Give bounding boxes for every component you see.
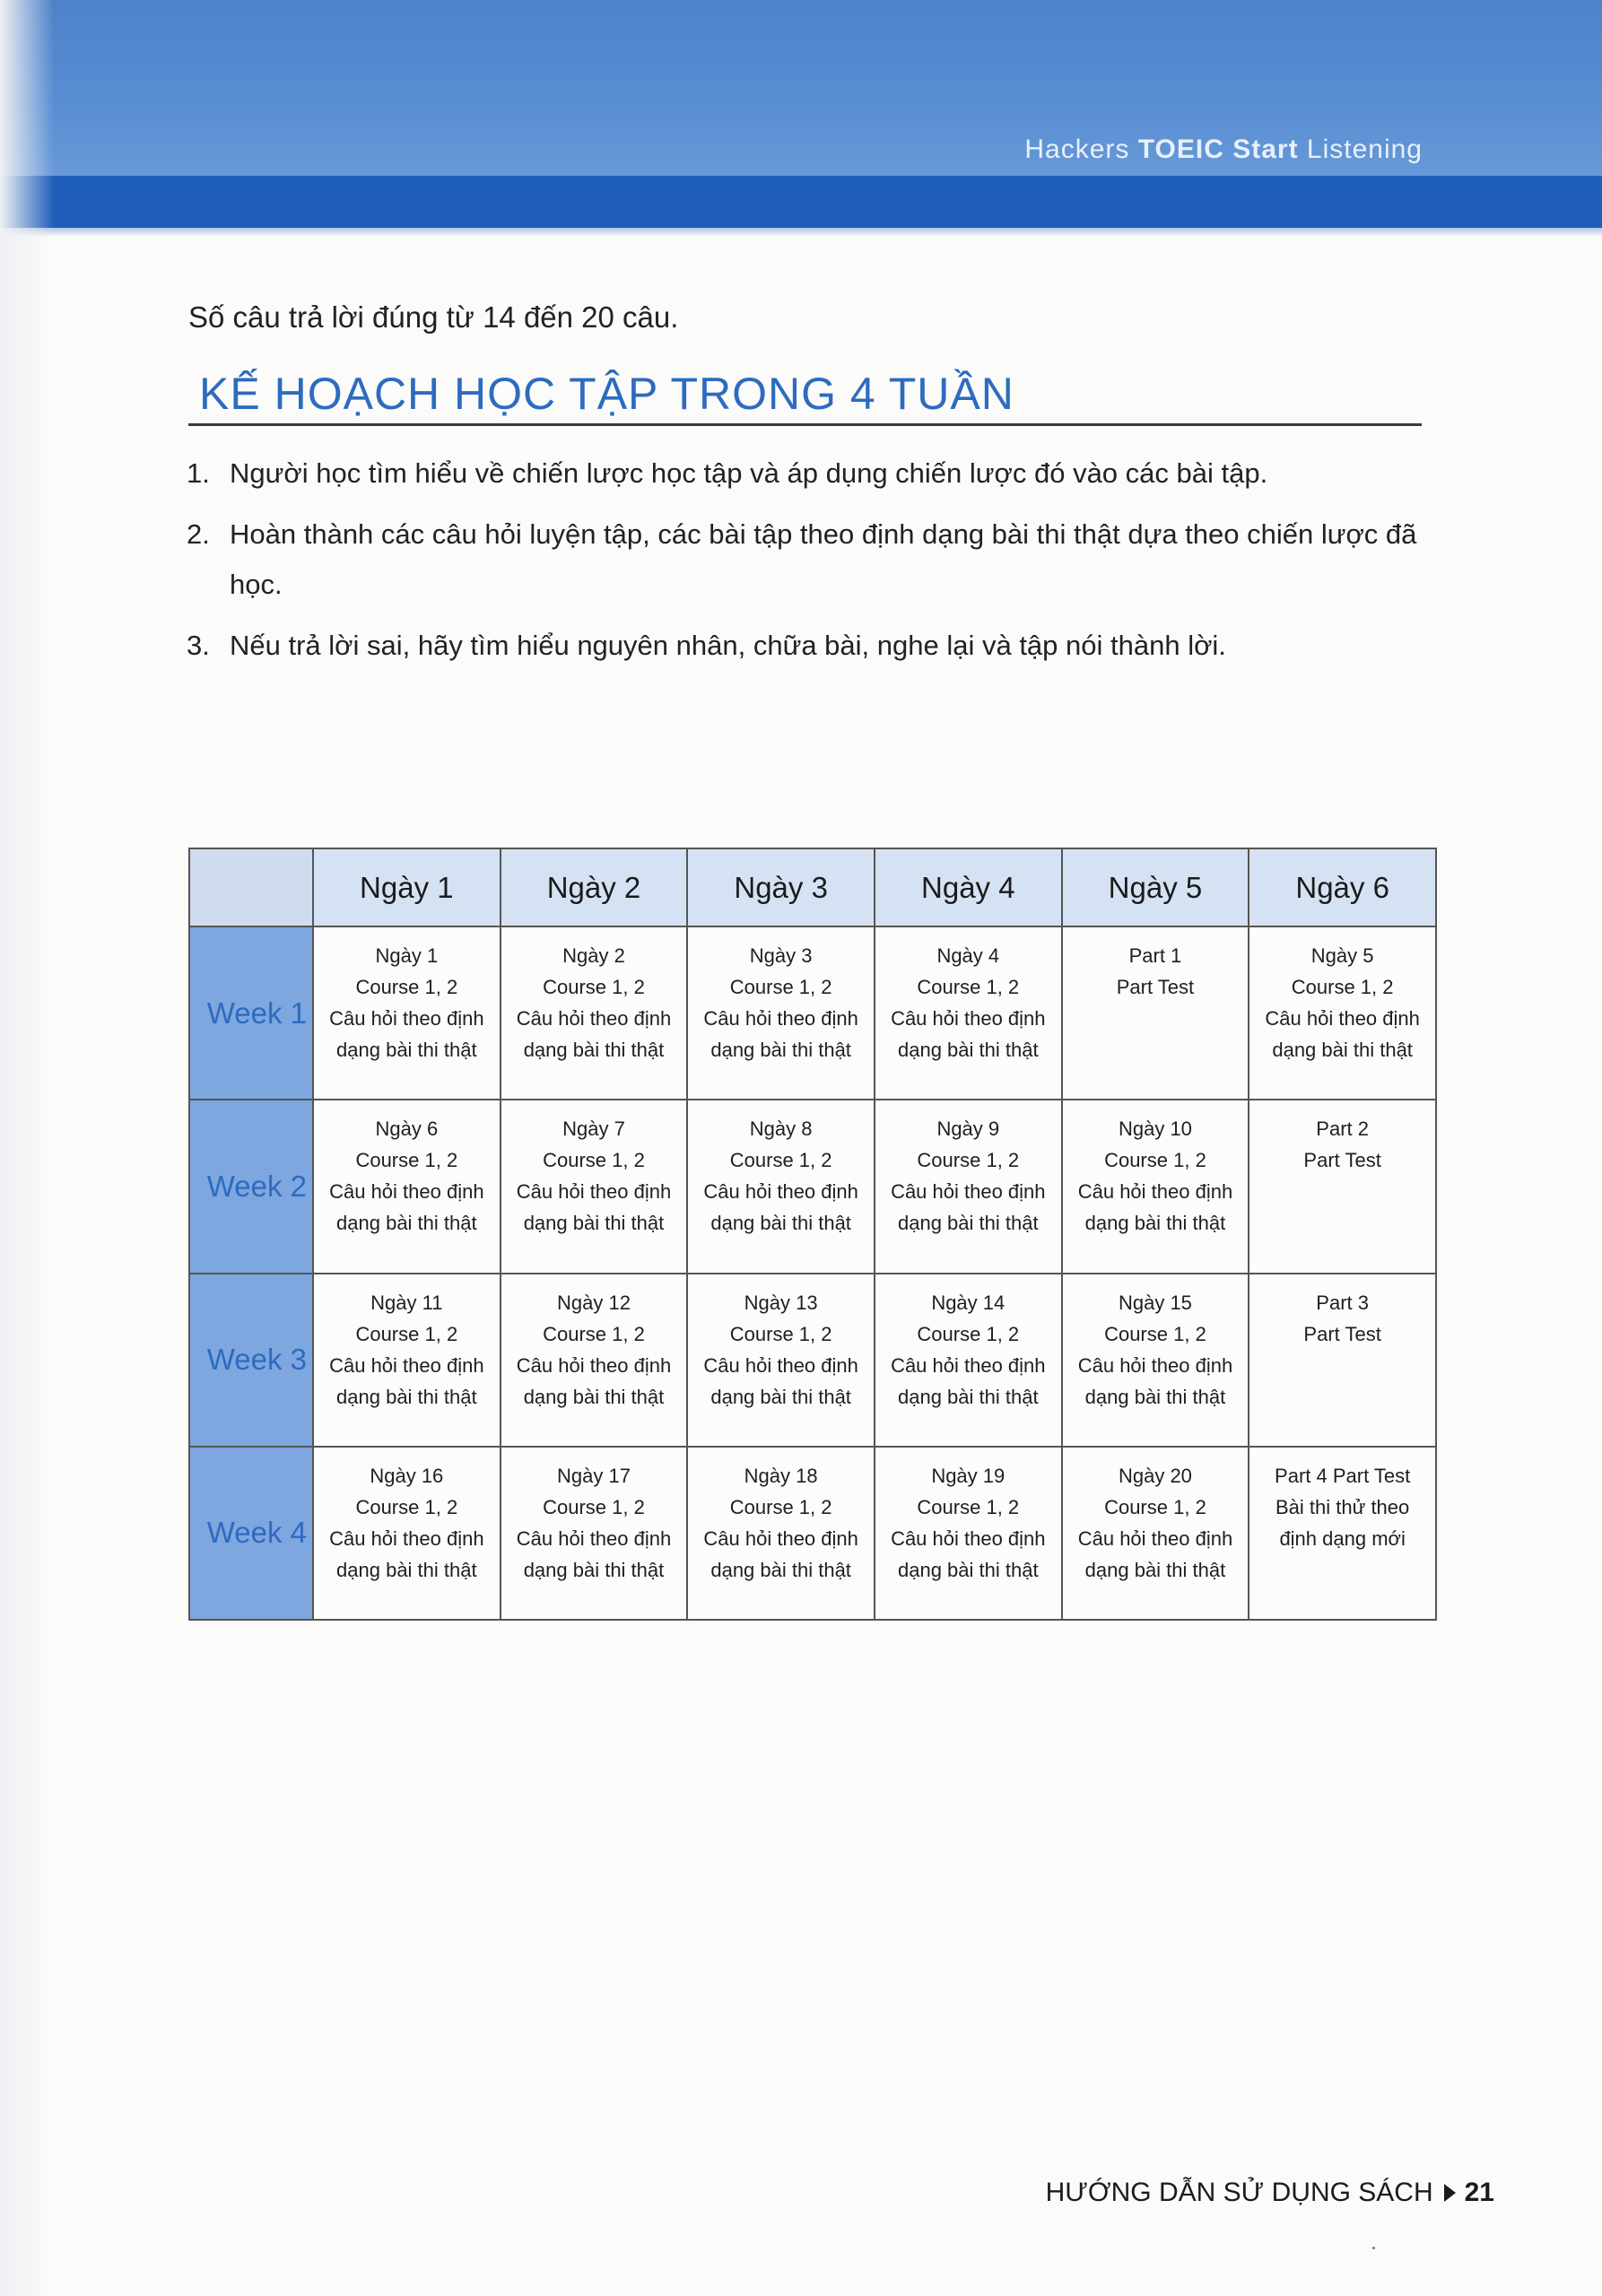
cell-text-line: Course 1, 2 bbox=[355, 1495, 458, 1518]
cell-text-line: Course 1, 2 bbox=[543, 976, 645, 998]
cell-text-line: Câu hỏi theo định bbox=[516, 1526, 672, 1550]
cell-text-line: Câu hỏi theo định bbox=[1077, 1180, 1233, 1204]
table-header-row bbox=[189, 848, 1436, 926]
table-cell bbox=[1062, 926, 1249, 1100]
cell-text-line: Câu hỏi theo định bbox=[703, 1353, 858, 1377]
header-shade bbox=[0, 228, 1602, 237]
cell-text-line: dạng bài thi thật bbox=[336, 1558, 477, 1581]
cell-text-line: Course 1, 2 bbox=[355, 976, 458, 998]
cell-text-line: Ngày 14 bbox=[931, 1291, 1006, 1314]
section-divider bbox=[188, 423, 1422, 426]
cell-text-line: dạng bài thi thật bbox=[1272, 1039, 1413, 1061]
intro-text: Số câu trả lời đúng từ 14 đến 20 câu. bbox=[188, 300, 679, 334]
cell-text-line: Part 1 bbox=[1128, 944, 1182, 967]
cell-text-line: Course 1, 2 bbox=[543, 1149, 645, 1172]
cell-text-line: Câu hỏi theo định bbox=[329, 1353, 484, 1377]
running-header-bold: TOEIC Start bbox=[1137, 135, 1299, 164]
cell-text-line: Ngày 13 bbox=[744, 1291, 818, 1314]
week-label: Week 3 bbox=[189, 1274, 313, 1447]
section-title: KẾ HOẠCH HỌC TẬP TRONG 4 TUẦN bbox=[199, 369, 1014, 419]
cell-text-line: Course 1, 2 bbox=[1291, 976, 1394, 998]
study-step bbox=[187, 509, 1442, 610]
cell-text-line: dạng bài thi thật bbox=[710, 1039, 851, 1061]
cell-text-line: dạng bài thi thật bbox=[710, 1212, 851, 1235]
column-header: Ngày 3 bbox=[687, 848, 875, 926]
cell-text-line: Course 1, 2 bbox=[543, 1495, 645, 1518]
table-cell bbox=[313, 1274, 501, 1447]
cell-text-line: Ngày 5 bbox=[1310, 944, 1374, 967]
cell-text-line: Câu hỏi theo định bbox=[703, 1526, 858, 1550]
running-header-suffix: Listening bbox=[1298, 135, 1423, 164]
cell-text-line: Course 1, 2 bbox=[917, 1149, 1020, 1172]
table-row bbox=[189, 1447, 1436, 1620]
table-cell bbox=[313, 1447, 501, 1620]
table-row bbox=[189, 926, 1436, 1100]
cell-text-line: Ngày 18 bbox=[744, 1464, 818, 1487]
cell-text-line: Ngày 3 bbox=[749, 944, 813, 967]
page-binding-edge bbox=[0, 0, 54, 2296]
cell-text-line: Câu hỏi theo định bbox=[891, 1353, 1046, 1377]
table-cell bbox=[1249, 1100, 1436, 1273]
cell-text-line: Câu hỏi theo định bbox=[329, 1180, 484, 1204]
table-cell bbox=[1249, 1447, 1436, 1620]
header-stripe bbox=[0, 176, 1602, 228]
table-cell bbox=[1062, 1100, 1249, 1273]
cell-text-line: Câu hỏi theo định bbox=[1077, 1526, 1233, 1550]
cell-text-line: Câu hỏi theo định bbox=[329, 1526, 484, 1550]
table-cell bbox=[875, 1447, 1062, 1620]
week-label: Week 4 bbox=[189, 1447, 313, 1620]
cell-text-line: Part Test bbox=[1303, 1322, 1381, 1345]
table-row bbox=[189, 1274, 1436, 1447]
running-header bbox=[1024, 135, 1423, 165]
cell-text-line: Course 1, 2 bbox=[729, 1495, 832, 1518]
table-cell bbox=[1249, 1274, 1436, 1447]
cell-text-line: dạng bài thi thật bbox=[898, 1212, 1039, 1235]
table-corner-cell bbox=[189, 848, 313, 926]
cell-text-line: Part 2 bbox=[1316, 1118, 1369, 1141]
cell-text-line: Course 1, 2 bbox=[917, 1322, 1020, 1345]
week-label: Week 1 bbox=[189, 926, 313, 1100]
cell-text-line: dạng bài thi thật bbox=[710, 1385, 851, 1408]
table-cell bbox=[875, 926, 1062, 1100]
step-text: Nếu trả lời sai, hãy tìm hiểu nguyên nhân, chữa bài, nghe lại và tập nói thành lời. bbox=[230, 630, 1226, 661]
cell-text-line: Course 1, 2 bbox=[729, 1322, 832, 1345]
study-step bbox=[187, 621, 1442, 671]
cell-text-line: Câu hỏi theo định bbox=[891, 1007, 1046, 1030]
column-header: Ngày 1 bbox=[313, 848, 501, 926]
step-text: Hoàn thành các câu hỏi luyện tập, các bài tập theo định dạng bài thi thật dựa theo chiến lược đã học. bbox=[230, 518, 1417, 600]
cell-text-line: Ngày 2 bbox=[562, 944, 625, 967]
cell-text-line: dạng bài thi thật bbox=[336, 1385, 477, 1408]
cell-text-line: Part 3 bbox=[1316, 1291, 1369, 1314]
cell-text-line: Course 1, 2 bbox=[1104, 1322, 1206, 1345]
cell-text-line: dạng bài thi thật bbox=[523, 1039, 665, 1061]
column-header: Ngày 6 bbox=[1249, 848, 1436, 926]
table-cell bbox=[313, 926, 501, 1100]
table-body bbox=[189, 926, 1436, 1620]
cell-text-line: Ngày 7 bbox=[562, 1118, 625, 1141]
cell-text-line: Course 1, 2 bbox=[917, 976, 1020, 998]
cell-text-line: dạng bài thi thật bbox=[1084, 1385, 1226, 1408]
cell-text-line: Ngày 9 bbox=[936, 1118, 1000, 1141]
table-cell bbox=[875, 1100, 1062, 1273]
cell-text-line: Ngày 11 bbox=[370, 1291, 443, 1314]
table-cell bbox=[687, 1274, 875, 1447]
cell-text-line: dạng bài thi thật bbox=[710, 1558, 851, 1581]
table-cell bbox=[501, 926, 688, 1100]
cell-text-line: Course 1, 2 bbox=[1104, 1149, 1206, 1172]
column-header: Ngày 4 bbox=[875, 848, 1062, 926]
cell-text-line: dạng bài thi thật bbox=[336, 1039, 477, 1061]
cell-text-line: Ngày 1 bbox=[375, 944, 439, 967]
cell-text-line: Course 1, 2 bbox=[729, 976, 832, 998]
table-cell bbox=[313, 1100, 501, 1273]
table-cell bbox=[875, 1274, 1062, 1447]
page-footer bbox=[1046, 2178, 1494, 2208]
table-cell bbox=[501, 1100, 688, 1273]
cell-text-line: dạng bài thi thật bbox=[1084, 1212, 1226, 1235]
cell-text-line: Course 1, 2 bbox=[917, 1495, 1020, 1518]
step-number: 3. bbox=[187, 630, 210, 661]
footer-label: HƯỚNG DẪN SỬ DỤNG SÁCH bbox=[1045, 2178, 1433, 2207]
cell-text-line: Câu hỏi theo định bbox=[516, 1180, 672, 1204]
cell-text-line: Course 1, 2 bbox=[543, 1322, 645, 1345]
cell-text-line: Bài thi thử theo bbox=[1276, 1495, 1410, 1518]
cell-text-line: Ngày 10 bbox=[1118, 1118, 1192, 1141]
cell-text-line: Câu hỏi theo định bbox=[329, 1007, 484, 1030]
cell-text-line: dạng bài thi thật bbox=[523, 1558, 665, 1581]
cell-text-line: Part Test bbox=[1116, 976, 1195, 998]
study-steps-list bbox=[187, 448, 1442, 682]
triangle-arrow-icon bbox=[1444, 2184, 1456, 2202]
cell-text-line: định dạng mới bbox=[1279, 1526, 1406, 1550]
cell-text-line: Course 1, 2 bbox=[355, 1322, 458, 1345]
cell-text-line: Part 4 Part Test bbox=[1275, 1464, 1411, 1487]
cell-text-line: Ngày 16 bbox=[370, 1464, 444, 1487]
table-row bbox=[189, 1100, 1436, 1273]
cell-text-line: Course 1, 2 bbox=[729, 1149, 832, 1172]
cell-text-line: dạng bài thi thật bbox=[523, 1385, 665, 1408]
table-cell bbox=[1249, 926, 1436, 1100]
table-cell bbox=[1062, 1274, 1249, 1447]
cell-text-line: Ngày 19 bbox=[931, 1464, 1006, 1487]
cell-text-line: dạng bài thi thật bbox=[1084, 1558, 1226, 1581]
cell-text-line: Câu hỏi theo định bbox=[1265, 1007, 1420, 1030]
cell-text-line: dạng bài thi thật bbox=[898, 1558, 1039, 1581]
cell-text-line: Câu hỏi theo định bbox=[891, 1180, 1046, 1204]
table-cell bbox=[687, 926, 875, 1100]
study-step bbox=[187, 448, 1442, 499]
cell-text-line: Ngày 15 bbox=[1118, 1291, 1192, 1314]
week-label: Week 2 bbox=[189, 1100, 313, 1273]
cell-text-line: Part Test bbox=[1303, 1149, 1381, 1172]
cell-text-line: Câu hỏi theo định bbox=[1077, 1353, 1233, 1377]
step-number: 1. bbox=[187, 457, 210, 489]
step-number: 2. bbox=[187, 518, 210, 550]
cell-text-line: Câu hỏi theo định bbox=[516, 1007, 672, 1030]
cell-text-line: Ngày 6 bbox=[375, 1118, 439, 1141]
table-cell bbox=[501, 1274, 688, 1447]
cell-text-line: Câu hỏi theo định bbox=[516, 1353, 672, 1377]
study-plan-table bbox=[188, 848, 1437, 1621]
page-number: 21 bbox=[1464, 2178, 1494, 2207]
cell-text-line: dạng bài thi thật bbox=[898, 1039, 1039, 1061]
cell-text-line: Course 1, 2 bbox=[1104, 1495, 1206, 1518]
table-cell bbox=[687, 1100, 875, 1273]
cell-text-line: Ngày 8 bbox=[749, 1118, 813, 1141]
column-header: Ngày 2 bbox=[501, 848, 688, 926]
table-cell bbox=[501, 1447, 688, 1620]
cell-text-line: Câu hỏi theo định bbox=[891, 1526, 1046, 1550]
cell-text-line: dạng bài thi thật bbox=[336, 1212, 477, 1235]
cell-text-line: Câu hỏi theo định bbox=[703, 1007, 858, 1030]
cell-text-line: Course 1, 2 bbox=[355, 1149, 458, 1172]
column-header: Ngày 5 bbox=[1062, 848, 1249, 926]
cell-text-line: Ngày 17 bbox=[557, 1464, 631, 1487]
cell-text-line: Ngày 4 bbox=[936, 944, 1000, 967]
cell-text-line: Câu hỏi theo định bbox=[703, 1180, 858, 1204]
table-cell bbox=[687, 1447, 875, 1620]
step-text: Người học tìm hiểu về chiến lược học tập và áp dụng chiến lược đó vào các bài tập. bbox=[230, 457, 1268, 489]
running-header-prefix: Hackers bbox=[1024, 135, 1138, 164]
cell-text-line: dạng bài thi thật bbox=[898, 1385, 1039, 1408]
table-cell bbox=[1062, 1447, 1249, 1620]
cell-text-line: Ngày 20 bbox=[1118, 1464, 1192, 1487]
cell-text-line: dạng bài thi thật bbox=[523, 1212, 665, 1235]
cell-text-line: Ngày 12 bbox=[557, 1291, 631, 1314]
print-speck bbox=[1372, 2247, 1375, 2249]
